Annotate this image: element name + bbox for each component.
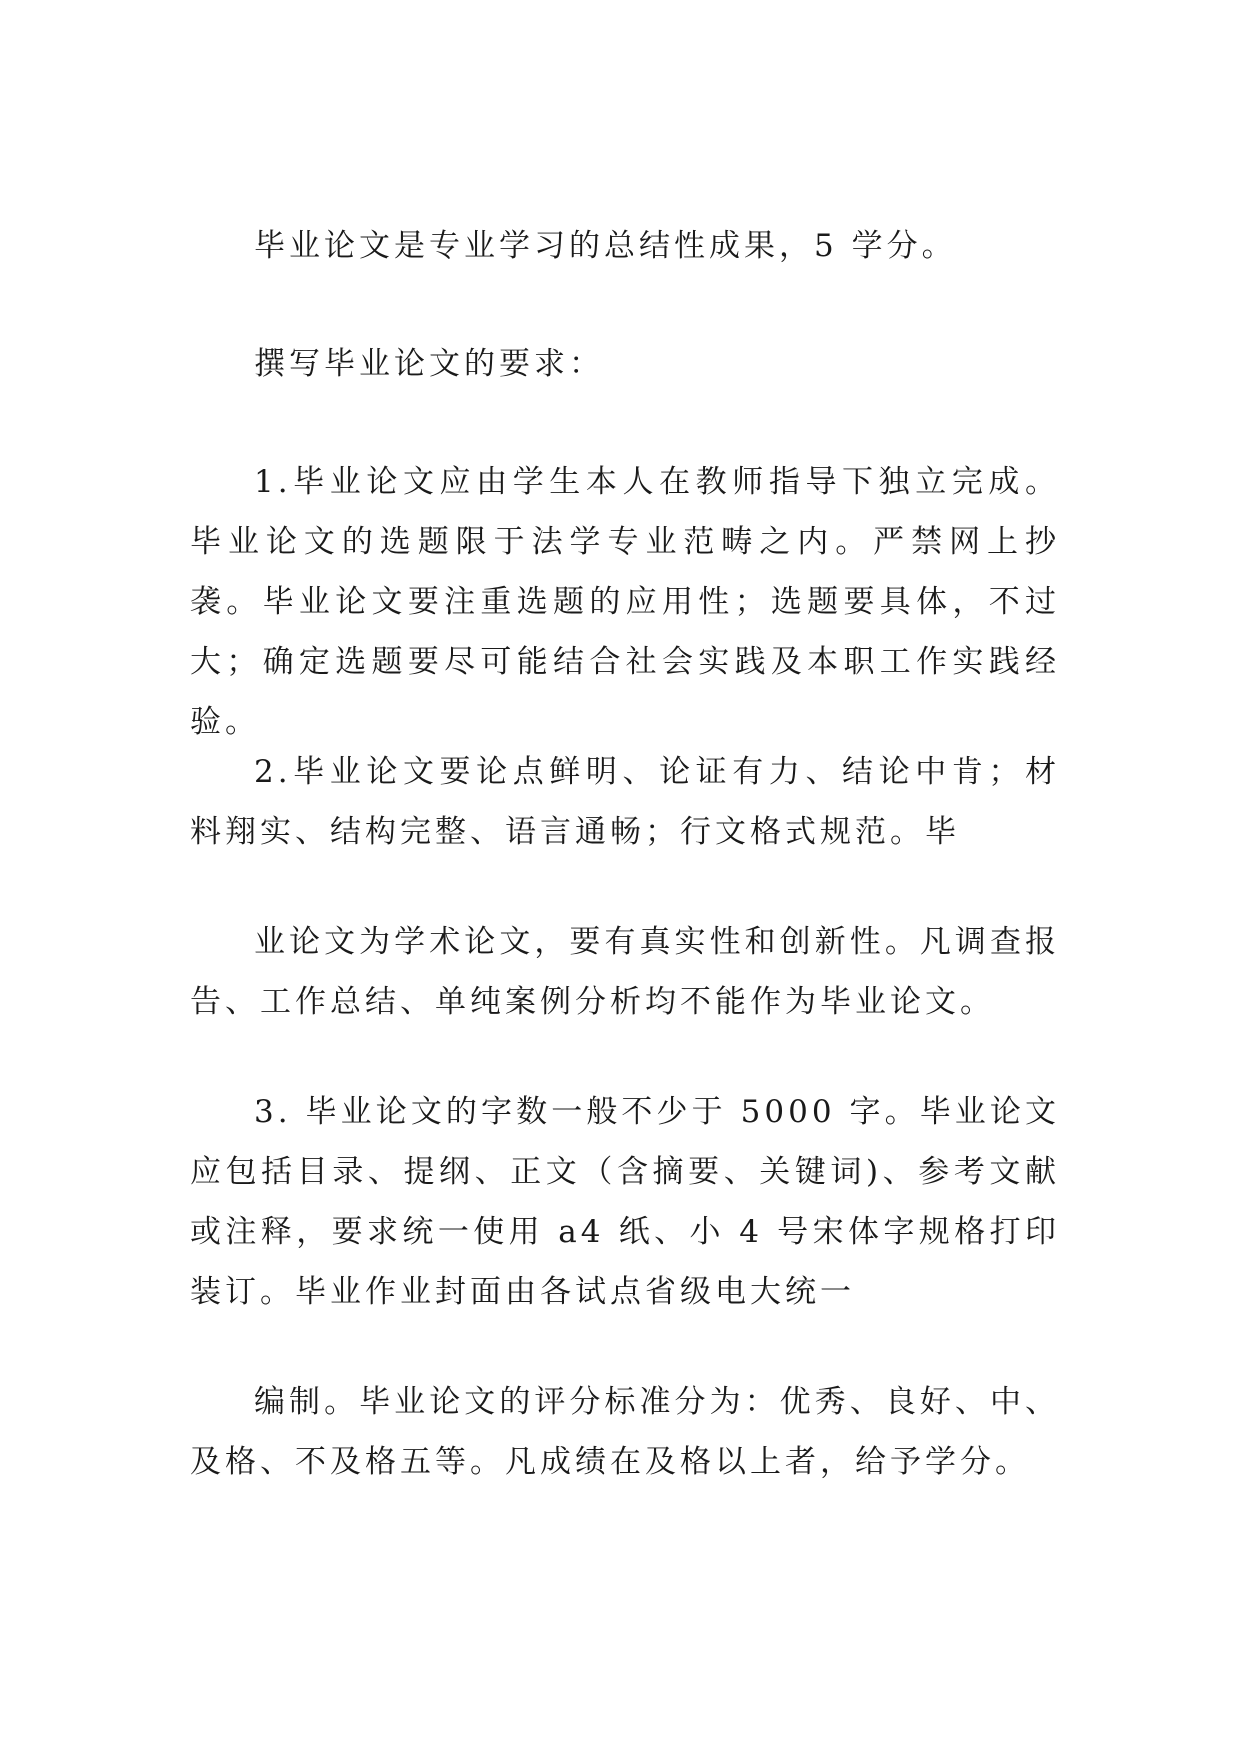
- paragraph-requirement-3: 3. 毕业论文的字数一般不少于 5000 字。毕业论文应包括目录、提纲、正文（含摘要、关键词)、参考文献或注释，要求统一使用 a4 纸、小 4 号宋体字规格打印装订。毕业作业封面由各试点省级电大统一: [190, 1094, 1060, 1310]
- paragraph-requirement-2-continued: 业论文为学术论文，要有真实性和创新性。凡调查报告、工作总结、单纯案例分析均不能作为毕业论文。: [190, 924, 1060, 1020]
- paragraph-intro: 毕业论文是专业学习的总结性成果，5 学分。: [254, 228, 957, 264]
- paragraph-requirements-heading: 撰写毕业论文的要求：: [254, 346, 604, 382]
- paragraph-requirement-3-continued: 编制。毕业论文的评分标准分为：优秀、良好、中、及格、不及格五等。凡成绩在及格以上者，给予学分。: [190, 1384, 1060, 1480]
- paragraph-requirement-2: 2.毕业论文要论点鲜明、论证有力、结论中肯；材料翔实、结构完整、语言通畅；行文格式规范。毕: [190, 754, 1060, 850]
- paragraph-requirement-1: 1.毕业论文应由学生本人在教师指导下独立完成。 毕业论文的选题限于法学专业范畴之内。严禁网上抄袭。毕业论文要注重选题的应用性；选题要具体，不过大；确定选题要尽可能结合社会实践及本职工作实践经验。: [190, 464, 1060, 740]
